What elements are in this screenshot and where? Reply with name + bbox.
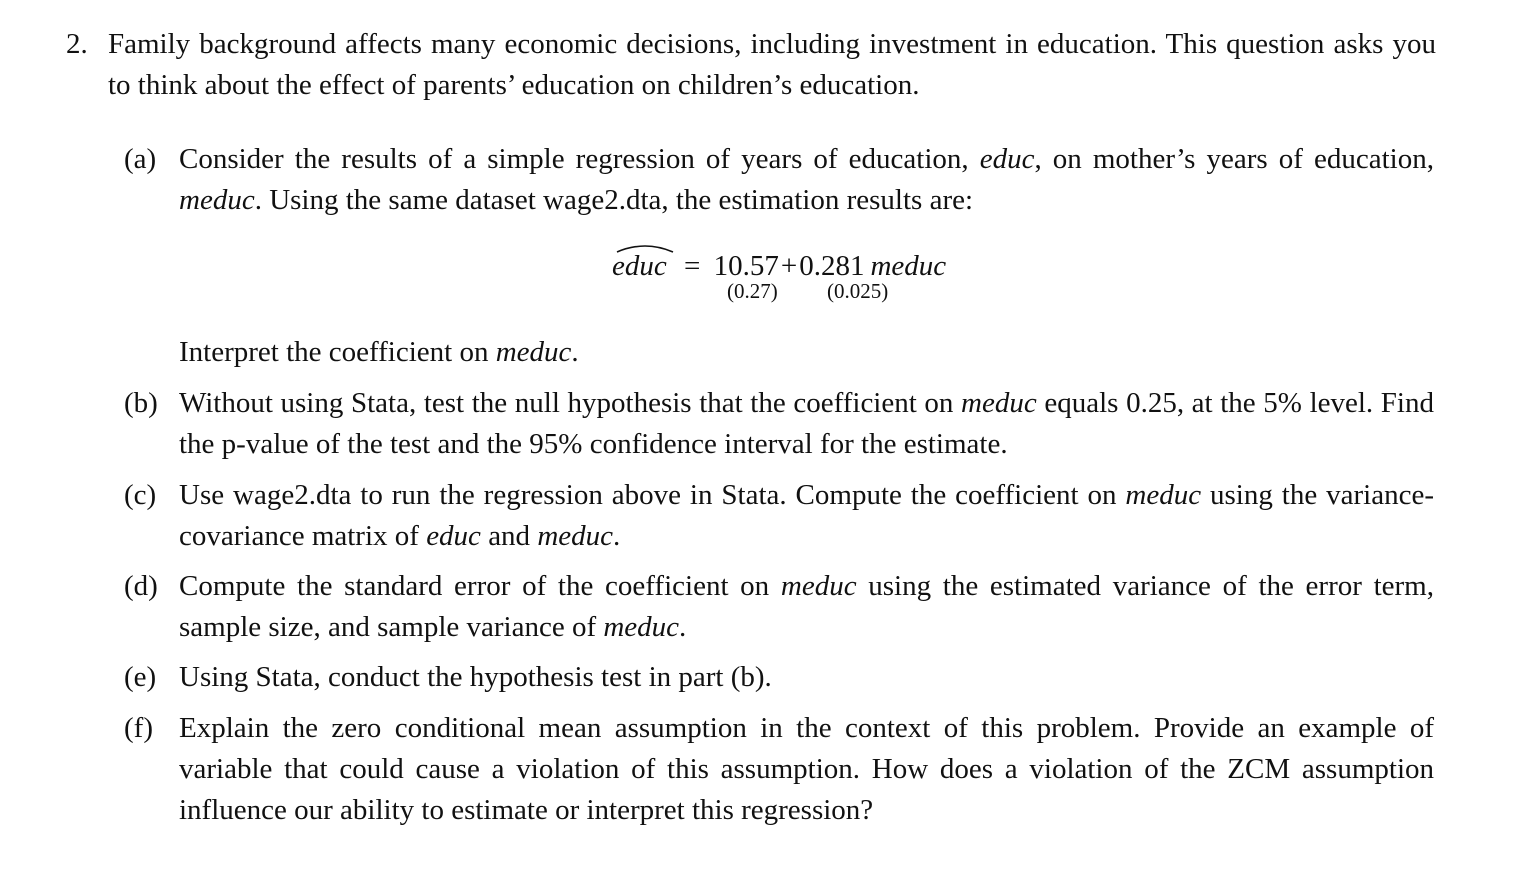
regression-equation (612, 246, 1032, 316)
part-text (179, 657, 1434, 698)
text-run: . (613, 520, 621, 552)
part-label: (b) (124, 387, 158, 419)
question-number: 2. (66, 28, 88, 60)
part-text (179, 566, 1434, 648)
text-run: Consider the results of a simple regression of years of education, (179, 143, 980, 175)
text-run: . (679, 611, 687, 643)
part-text (179, 383, 1434, 465)
intercept-estimate: 10.57 (713, 250, 779, 282)
part-f (124, 708, 1434, 831)
part-d (124, 566, 1434, 648)
part-label: (e) (124, 661, 157, 693)
dependent-variable: educ (612, 250, 667, 282)
text-run: Interpret the coefficient on (179, 336, 496, 368)
text-run: using the estimated variance of the error term, sample size, and sample variance of (179, 570, 1434, 643)
part-label: (f) (124, 712, 153, 744)
variable-name: educ (979, 143, 1035, 175)
part-label: (c) (124, 479, 157, 511)
text-run: Compute the standard error of the coefficient on (179, 570, 781, 602)
question-2 (66, 24, 1436, 106)
part-a (124, 139, 1434, 221)
variable-name: meduc (495, 336, 572, 368)
part-e (124, 657, 1434, 698)
equation-line (612, 246, 946, 287)
equals-sign: = (684, 250, 701, 282)
text-run: using the variance-covariance matrix of (179, 479, 1434, 552)
part-text (179, 475, 1434, 557)
part-b (124, 383, 1434, 465)
plus-sign: + (780, 250, 798, 282)
regressor-variable: meduc (870, 250, 947, 282)
text-run: equals 0.25, at the 5% level. Find the p-value of the test and the 95% confidence interval for the estimate. (179, 387, 1434, 460)
part-label: (a) (124, 143, 157, 175)
text-run: Without using Stata, test the null hypothesis that the coefficient on (179, 387, 962, 419)
variable-name: meduc (537, 520, 613, 552)
variable-name: meduc (603, 611, 680, 643)
educ-hat (612, 246, 667, 287)
text-run: and (480, 520, 538, 552)
part-label: (d) (124, 570, 158, 602)
variable-name: meduc (179, 184, 255, 216)
text-run: , on mother’s years of education, (1034, 143, 1434, 175)
hat-accent-icon (616, 243, 674, 253)
text-run: . Using the same dataset wage2.dta, the estimation results are: (254, 184, 974, 216)
part-text (179, 139, 1434, 221)
intercept-standard-error: (0.27) (727, 279, 778, 303)
text-run: Explain the zero conditional mean assumption in the context of this problem. Provide an example of variable that could cause a violation of this assumption. How does a violation of the ZCM assumption influence our ability to estimate or interpret this regression? (179, 712, 1434, 826)
variable-name: educ (426, 520, 481, 552)
part-c (124, 475, 1434, 557)
variable-name: meduc (780, 570, 857, 602)
part-text (179, 708, 1434, 831)
text-run: Using Stata, conduct the hypothesis test in part (b). (179, 661, 772, 693)
text-run: . (571, 336, 579, 368)
variable-name: meduc (961, 387, 1037, 419)
slope-standard-error: (0.025) (827, 279, 889, 303)
variable-name: meduc (1125, 479, 1202, 511)
text-run: Use wage2.dta to run the regression above in Stata. Compute the coefficient on (179, 479, 1126, 511)
interpret-instruction (179, 332, 579, 373)
slope-estimate: 0.281 (799, 250, 865, 282)
question-text: Family background affects many economic decisions, including investment in education. This question asks you to think about the effect of parents’ education on children’s education. (108, 28, 1436, 101)
